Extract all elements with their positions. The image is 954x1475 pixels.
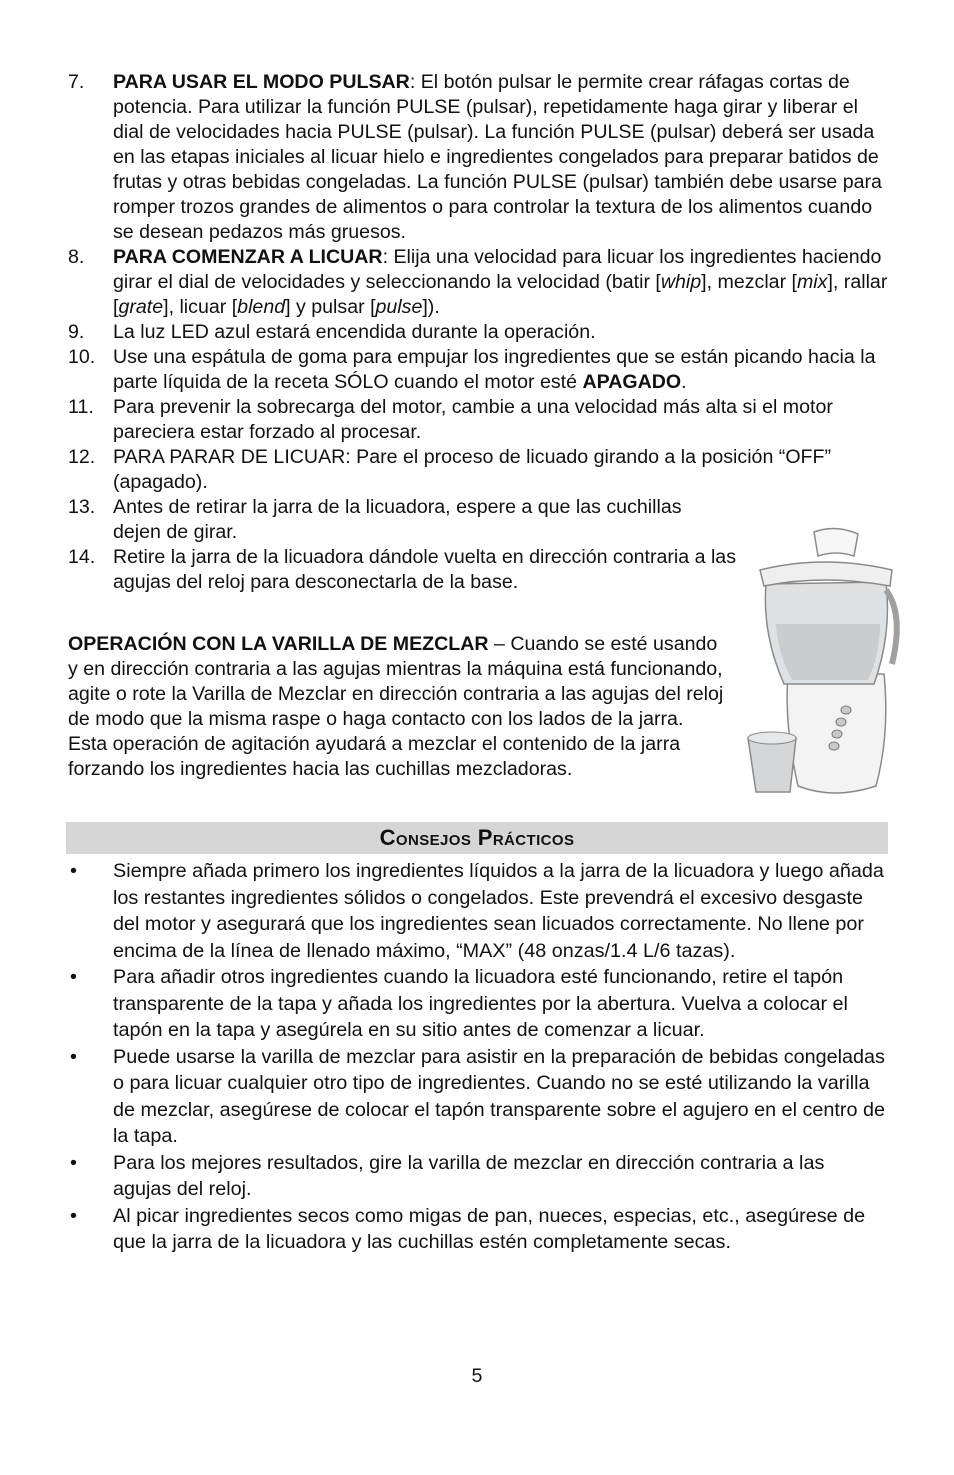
- mixing-rod-operation: [68, 632, 728, 782]
- step-13: [68, 495, 713, 545]
- section-title: Consejos Prácticos: [379, 825, 575, 850]
- tip-item: [68, 1044, 888, 1150]
- operation-heading: OPERACIÓN CON LA VARILLA DE MEZCLAR: [68, 633, 489, 655]
- step-7: [68, 70, 888, 245]
- instruction-steps: [68, 70, 888, 595]
- tip-text: Siempre añada primero los ingredientes líquidos a la jarra de la licuadora y luego añada los restantes ingredientes sólidos o congelados. Este prevendrá el excesivo desgaste del motor y asegurará que los ingredientes sean licuados correctamente. No llene por encima de la línea de llenado máximo, “MAX” (48 onzas/1.4 L/6 tazas).: [113, 860, 884, 962]
- step-number: 14.: [68, 546, 96, 568]
- tip-text: Para los mejores resultados, gire la varilla de mezclar en dirección contraria a las agujas del reloj.: [113, 1151, 825, 1200]
- speed-grate: grate: [118, 296, 164, 318]
- step-text: Retire la jarra de la licuadora dándole vuelta en dirección contraria a las agujas del reloj para desconectarla de la base.: [113, 546, 737, 593]
- section-header-bar: [66, 822, 888, 854]
- speed-pulse: pulse: [375, 296, 423, 318]
- step-number: 11.: [68, 396, 94, 418]
- speed-whip: whip: [660, 271, 702, 293]
- step-12: [68, 445, 888, 495]
- speed-mix: mix: [796, 271, 828, 293]
- step-8: [68, 245, 888, 320]
- step-number: 9.: [68, 321, 85, 343]
- step-emphasis: APAGADO: [582, 371, 682, 393]
- glass-icon: [748, 732, 796, 792]
- step-text: Para prevenir la sobrecarga del motor, cambie a una velocidad más alta si el motor pareciera estar forzado al procesar.: [113, 396, 833, 443]
- bullet-icon: •: [70, 1151, 77, 1174]
- step-heading: PARA USAR EL MODO PULSAR: [113, 71, 410, 93]
- step-text: ], licuar [: [163, 296, 238, 318]
- step-text: ] y pulsar [: [285, 296, 376, 318]
- step-text: : Elija una velocidad para licuar los ingredientes haciendo girar el dial de velocidades y seleccionando la velocidad (batir [: [113, 246, 882, 293]
- step-text: PARA PARAR DE LICUAR: Pare el proceso de licuado girando a la posición “OFF” (apagado).: [113, 446, 832, 493]
- step-number: 13.: [68, 496, 96, 518]
- page-number: 5: [471, 1365, 483, 1387]
- step-number: 10.: [68, 346, 96, 368]
- bullet-icon: •: [70, 1045, 77, 1068]
- step-text: ]).: [422, 296, 440, 318]
- step-number: 12.: [68, 446, 96, 468]
- step-text: La luz LED azul estará encendida durante la operación.: [113, 321, 596, 343]
- speed-blend: blend: [237, 296, 286, 318]
- bullet-icon: •: [70, 860, 77, 882]
- step-text: Antes de retirar la jarra de la licuadora, espere a que las cuchillas dejen de girar.: [113, 496, 682, 543]
- tip-item: [68, 1203, 888, 1256]
- step-text: Use una espátula de goma para empujar los ingredientes que se están picando hacia la parte líquida de la receta SÓLO cuando el motor esté: [113, 346, 876, 393]
- tip-text: Puede usarse la varilla de mezclar para asistir en la preparación de bebidas congeladas o para licuar cualquier otro tipo de ingredientes. Cuando no se esté utilizando la varilla de mezclar, asegúrese de colocar el tapón transparente sobre el agujero en el centro de la tapa.: [113, 1045, 885, 1147]
- tip-item: [68, 858, 888, 964]
- operation-text: – Cuando se esté usando y en dirección contraria a las agujas mientras la máquina está funcionando, agite o rote la Varilla de Mezclar en dirección contraria a las agujas del reloj de modo que la misma raspe o haga contacto con los lados de la jarra. Esta operación de agitación ayudará a mezclar el contenido de la jarra forzando los ingredientes hacia las cuchillas mezcladoras.: [68, 633, 724, 780]
- tip-item: [68, 1150, 888, 1203]
- step-14: [68, 545, 758, 595]
- step-number: 8.: [68, 246, 85, 268]
- bullet-icon: •: [70, 966, 77, 988]
- tip-text: Para añadir otros ingredientes cuando la licuadora esté funcionando, retire el tapón transparente de la tapa y añada los ingredientes por la abertura. Vuelva a colocar el tapón en la tapa y asegúrela en su sitio antes de comenzar a licuar.: [113, 966, 848, 1041]
- step-text: ], mezclar [: [701, 271, 797, 293]
- step-number: 7.: [68, 71, 85, 93]
- step-heading: PARA COMENZAR A LICUAR: [113, 246, 383, 268]
- tip-text: Al picar ingredientes secos como migas de pan, nueces, especias, etc., asegúrese de que la jarra de la licuadora y las cuchillas estén completamente secas.: [113, 1204, 866, 1253]
- bullet-icon: •: [70, 1204, 77, 1227]
- step-text: ], rallar [: [113, 271, 888, 318]
- step-text: : El botón pulsar le permite crear ráfagas cortas de potencia. Para utilizar la función PULSE (pulsar), repetidamente haga girar y liberar el dial de velocidades hacia PULSE (pulsar). La función PULSE (pulsar) deberá ser usada en las etapas iniciales al licuar hielo e ingredientes congelados para preparar batidos de frutas y otras bebidas congeladas. La función PULSE (pulsar) también debe usarse para romper trozos grandes de alimentos o para controlar la textura de los alimentos cuando se desean pedazos más gruesos.: [113, 71, 882, 243]
- blender-illustration: [744, 524, 900, 798]
- step-text: .: [681, 371, 687, 393]
- step-9: [68, 320, 888, 345]
- step-11: [68, 395, 888, 445]
- step-10: [68, 345, 888, 395]
- tips-list: [68, 858, 888, 1256]
- tip-item: [68, 964, 888, 1044]
